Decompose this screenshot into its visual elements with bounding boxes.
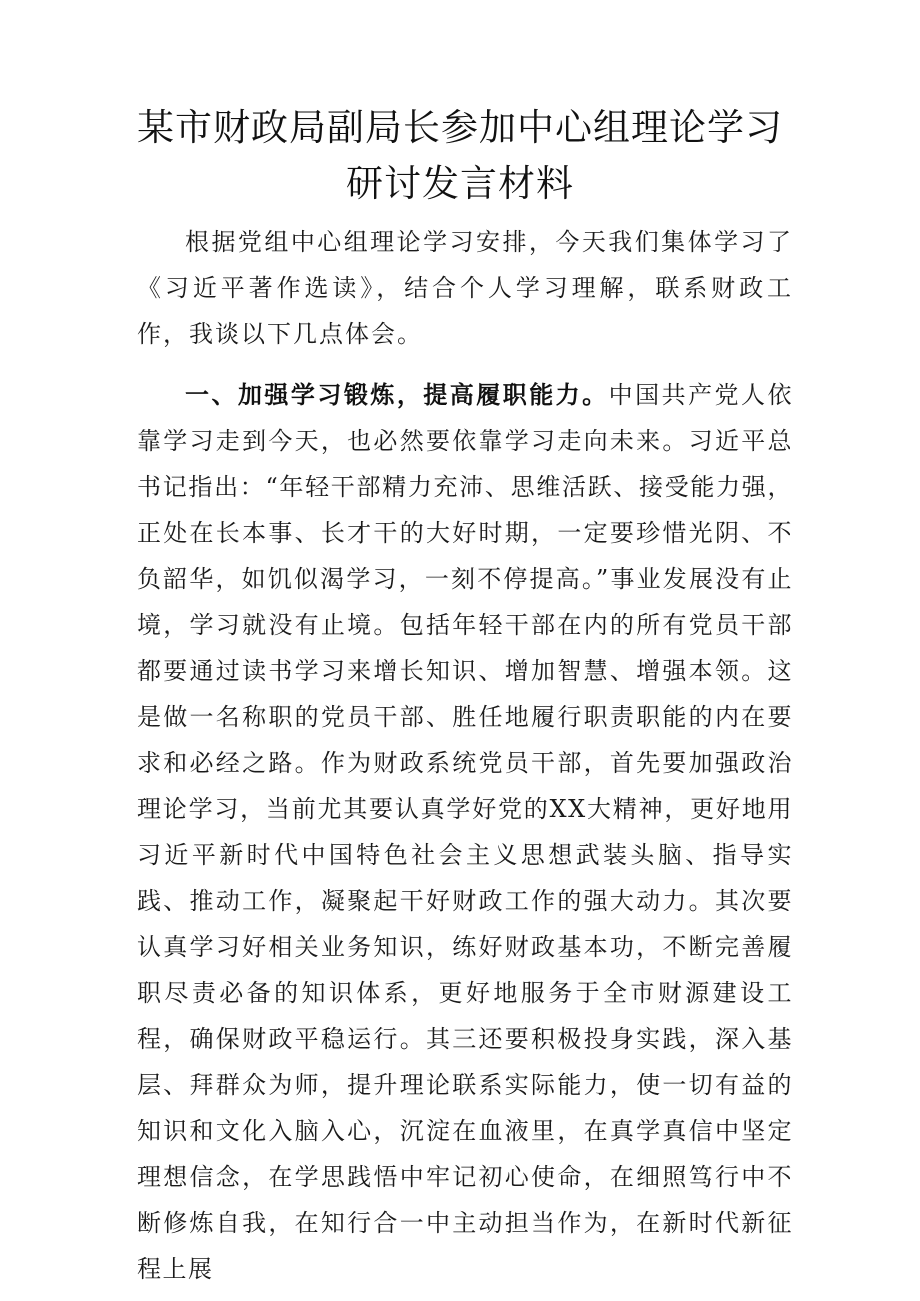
section-1-heading: 一、加强学习锻炼，提高履职能力。: [185, 380, 609, 409]
document-title: 某市财政局副局长参加中心组理论学习研讨发言材料: [137, 106, 783, 205]
section-1-text: 中国共产党人依靠学习走到今天，也必然要依靠学习走向未来。习近平总书记指出：“年轻干部精力充沛、思维活跃、接受能力强，正处在长本事、长才干的大好时期，一定要珍惜光阴、不负韶华，如饥似渴学习，一刻不停提高。”事业发展没有止境，学习就没有止境。包括年轻干部在内的所有党员干部都要通过读书学习来增长知识、增加智慧、增强本领。这是做一名称职的党员干部、胜任地履行职责职能的内在要求和必经之路。作为财政系统党员干部，首先要加强政治理论学习，当前尤其要认真学好党的XX大精神，更好地用习近平新时代中国特色社会主义思想武装头脑、指导实践、推动工作，凝聚起干好财政工作的强大动力。其次要认真学习好相关业务知识，练好财政基本功，不断完善履职尽责必备的知识体系，更好地服务于全市财源建设工程，确保财政平稳运行。其三还要积极投身实践，深入基层、拜群众为师，提升理论联系实际能力，使一切有益的知识和文化入脑入心，沉淀在血液里，在真学真信中坚定理想信念，在学思践悟中牢记初心使命，在细照笃行中不断修炼自我，在知行合一中主动担当作为，在新时代新征程上展: [137, 381, 794, 1283]
intro-paragraph: 根据党组中心组理论学习安排，今天我们集体学习了《习近平著作选读》，结合个人学习理解，联系财政工作，我谈以下几点体会。: [137, 228, 793, 348]
section-1-paragraph: [137, 372, 793, 1292]
